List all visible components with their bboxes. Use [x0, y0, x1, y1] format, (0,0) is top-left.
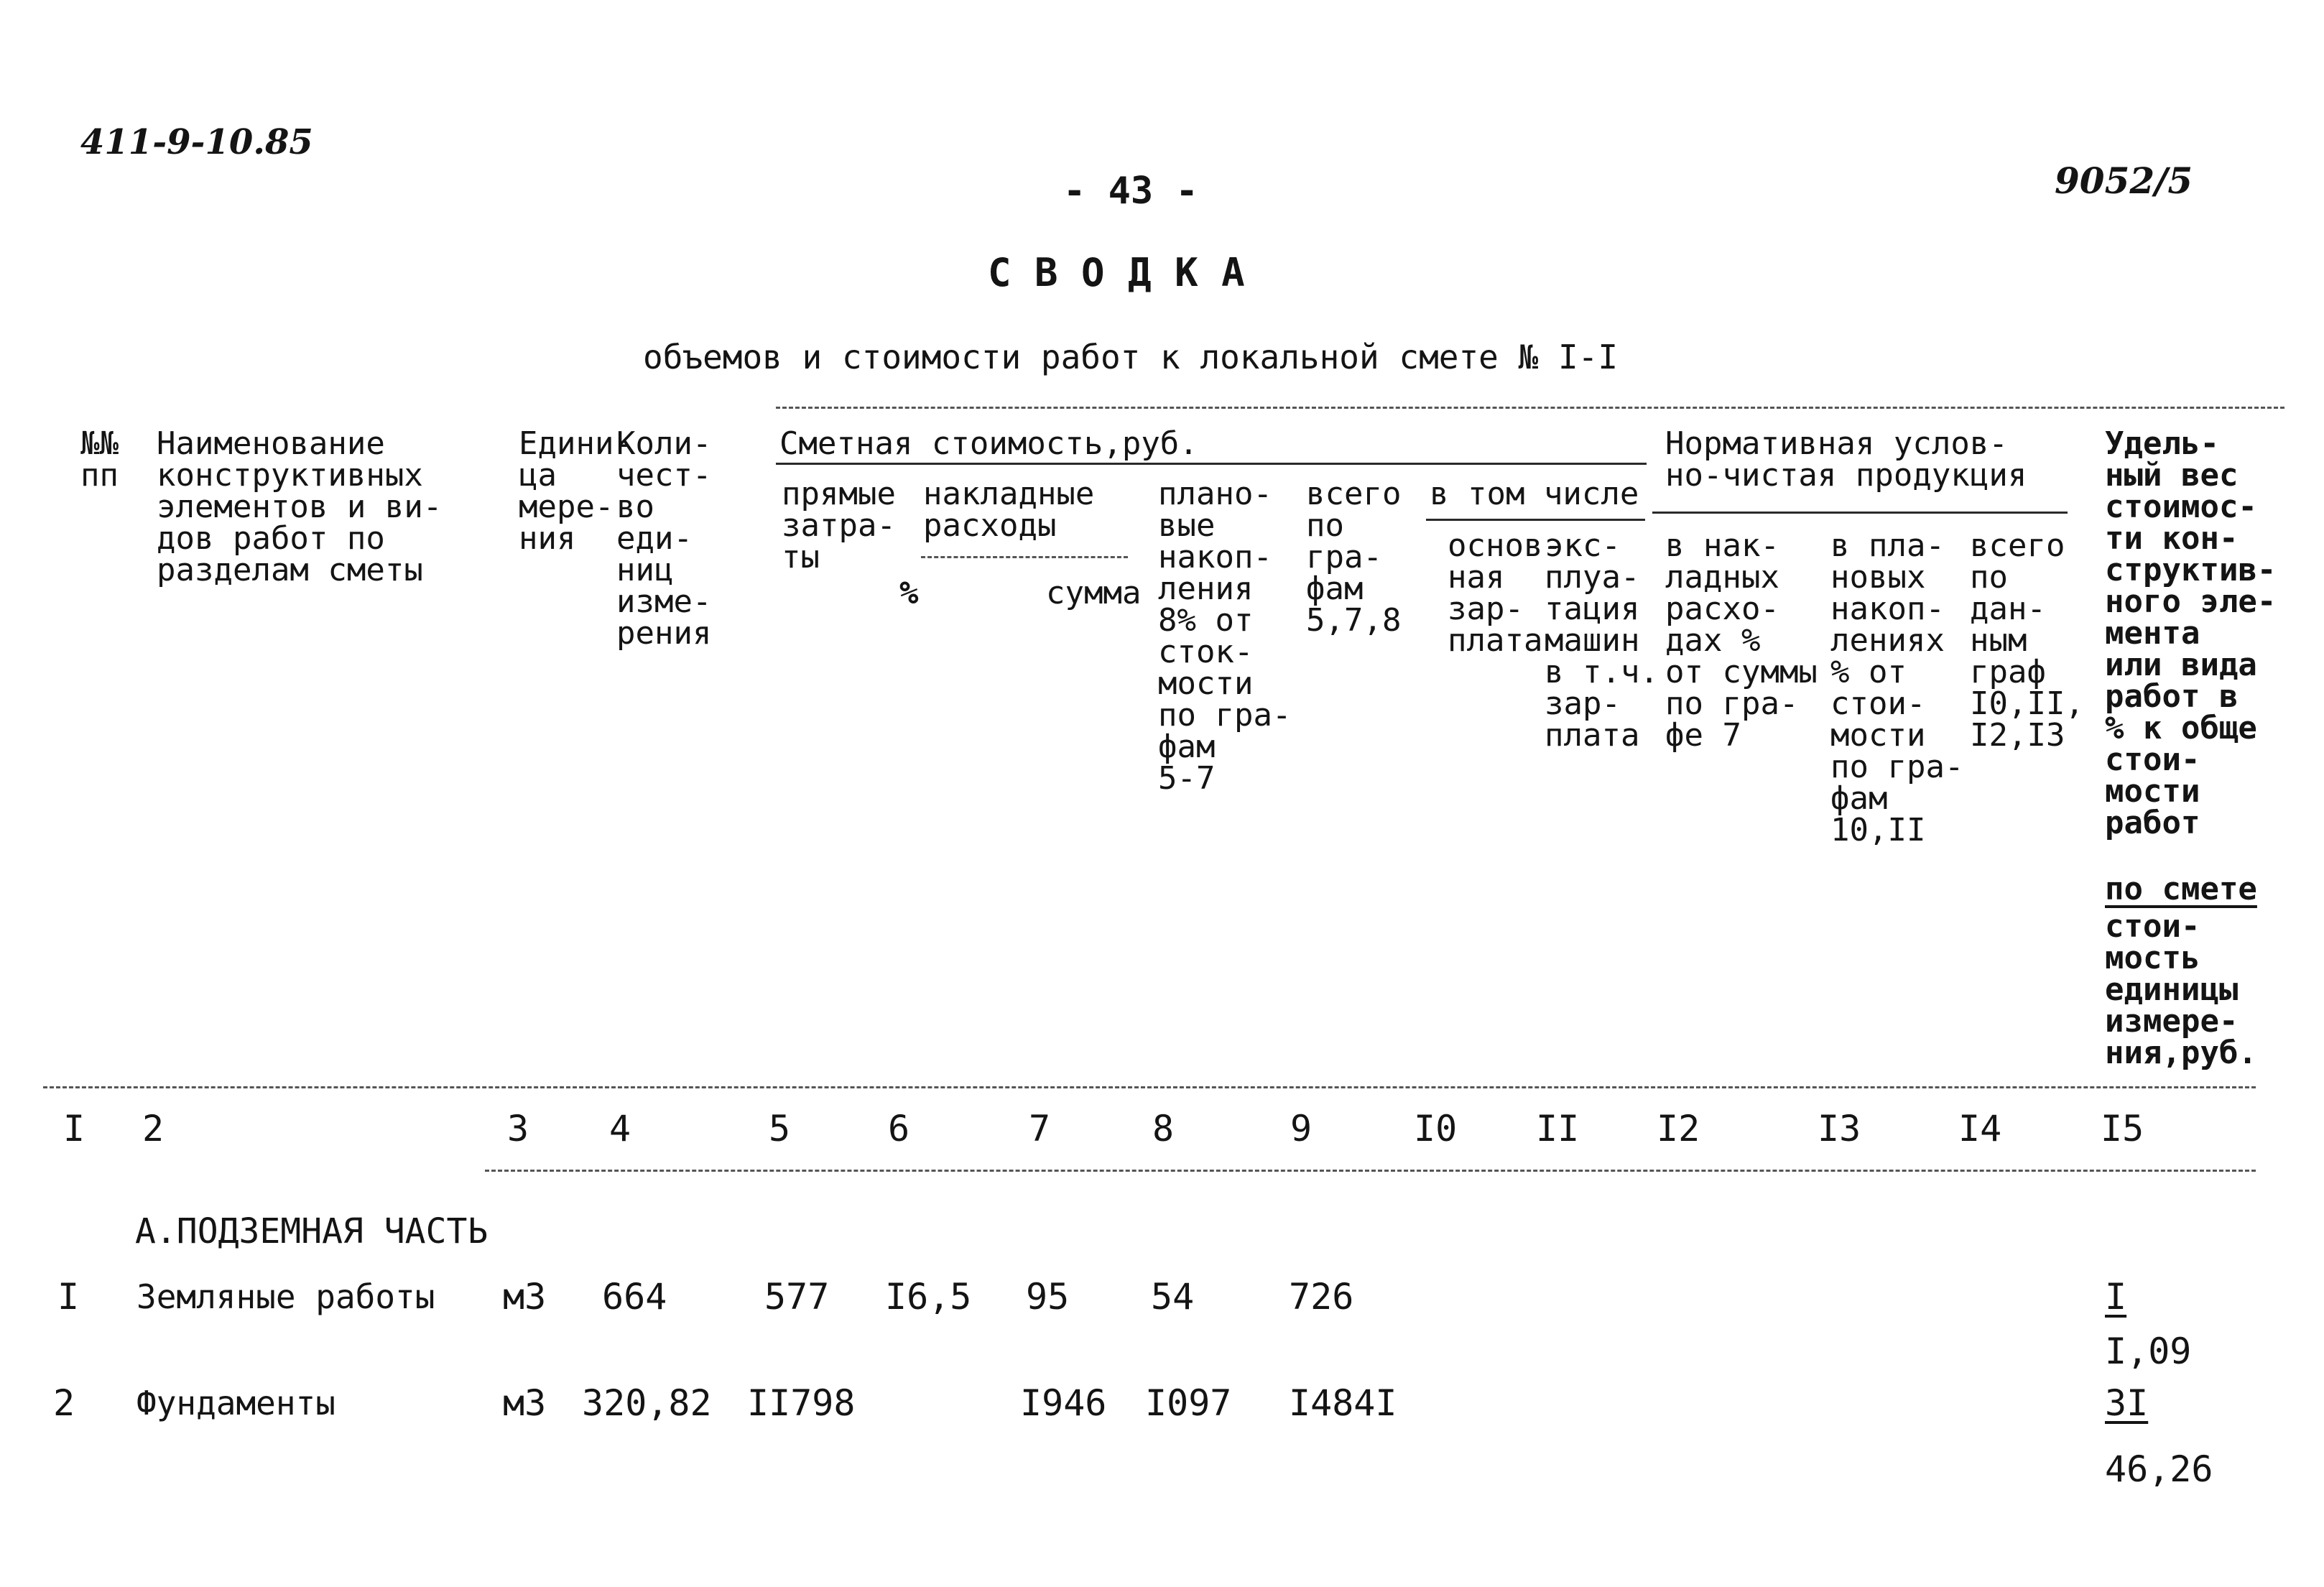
column-number: I — [63, 1108, 85, 1149]
header-overhead-group: накладные расходы — [923, 476, 1095, 544]
row-quantity: 664 — [602, 1276, 667, 1318]
column-number: I3 — [1818, 1108, 1861, 1149]
header-norm-total: всего по дан- ным граф I0,II, I2,I3 — [1970, 527, 2084, 754]
row-quantity: 320,82 — [582, 1382, 712, 1424]
header-norm-overhead: в нак- ладных расхо- дах % от суммы по гра- фе 7 — [1665, 527, 1818, 754]
section-title: А.ПОДЗЕМНАЯ ЧАСТЬ — [135, 1211, 489, 1251]
norm-group-rule — [1652, 512, 2068, 514]
row-unit-cost: 46,26 — [2105, 1448, 2213, 1490]
row-planned-savings: 54 — [1151, 1276, 1195, 1318]
column-number: I0 — [1414, 1108, 1458, 1149]
page-subtitle: объемов и стоимости работ к локальной смете № I-I — [643, 338, 1619, 376]
column-number: I2 — [1657, 1108, 1700, 1149]
row-overhead-sum: I946 — [1020, 1382, 1107, 1424]
row-unit: м3 — [503, 1276, 547, 1318]
row-name: Фундаменты — [136, 1384, 335, 1422]
header-base-wages: основ- ная зар- плата — [1448, 527, 1562, 659]
row-name: Земляные работы — [136, 1277, 435, 1316]
row-overhead-sum: 95 — [1026, 1276, 1070, 1318]
table-top-rule — [776, 407, 2284, 409]
header-total: всего по гра- фам 5,7,8 — [1306, 476, 1402, 639]
row-number: 2 — [53, 1382, 75, 1424]
column-number: 6 — [888, 1108, 910, 1149]
row-direct-costs: 577 — [764, 1276, 830, 1318]
row-share: I — [2105, 1276, 2127, 1318]
header-incl-group: в том числе — [1430, 476, 1639, 512]
header-number: №№ пп — [80, 425, 119, 494]
column-number: II — [1536, 1108, 1580, 1149]
overhead-group-rule — [921, 556, 1128, 558]
header-cost-group: Сметная стоимость,руб. — [779, 425, 1198, 462]
header-overhead-percent: % — [899, 575, 919, 611]
row-direct-costs: II798 — [747, 1382, 856, 1424]
column-number: I5 — [2101, 1108, 2144, 1149]
column-number: 8 — [1152, 1108, 1175, 1149]
header-share-underline: по смете — [2105, 871, 2257, 907]
cost-group-rule — [776, 463, 1647, 465]
row-unit: м3 — [503, 1382, 547, 1424]
incl-group-rule — [1426, 519, 1645, 521]
sheet-reference: 9052/5 — [2055, 159, 2193, 202]
row-number: I — [57, 1276, 80, 1318]
row-overhead-percent: I6,5 — [885, 1276, 972, 1318]
row-unit-cost: I,09 — [2105, 1331, 2192, 1372]
column-number: I4 — [1958, 1108, 2002, 1149]
column-number: 2 — [142, 1108, 165, 1149]
column-number: 5 — [769, 1108, 791, 1149]
page-number: - 43 - — [1063, 170, 1198, 213]
column-number: 9 — [1290, 1108, 1313, 1149]
row-planned-savings: I097 — [1145, 1382, 1232, 1424]
header-norm-planned: в пла- новых накоп- лениях % от стои- мости по гра- фам 10,II — [1830, 527, 1964, 848]
document-code: 411-9-10.85 — [80, 122, 313, 162]
header-share-top: Удель- ный вес стоимос- ти кон- структив- ного эле- мента или вида работ в % к обще стои- мости работ — [2105, 425, 2277, 841]
row-total: 726 — [1289, 1276, 1354, 1318]
header-share-bottom: стои- мость единицы измере- ния,руб. — [2105, 908, 2257, 1071]
header-planned-savings: плано- вые накоп- ления 8% от сток- мости по гра- фам 5-7 — [1158, 476, 1292, 797]
row-total: I484I — [1289, 1382, 1397, 1424]
header-norm-group: Нормативная услов- но-чистая продукция — [1665, 425, 2027, 494]
header-unit: Едини- ца мере- ния — [519, 425, 633, 557]
column-number: 4 — [609, 1108, 631, 1149]
header-name: Наименование конструктивных элементов и ви- дов работ по разделам сметы — [157, 425, 443, 588]
header-machine-operation: экс- плуа- тация машин в т.ч. зар- плата — [1545, 527, 1659, 754]
column-number: 7 — [1029, 1108, 1051, 1149]
header-bottom-rule — [43, 1086, 2256, 1088]
page-title: С В О Д К А — [988, 250, 1245, 295]
header-overhead-sum: сумма — [1046, 575, 1142, 611]
column-numbers-rule — [485, 1170, 2256, 1172]
header-direct-costs: прямые затра- ты — [782, 476, 896, 575]
header-quantity: Коли- чест- во еди- ниц изме- рения — [616, 425, 712, 652]
column-number: 3 — [507, 1108, 529, 1149]
row-share: 3I — [2105, 1382, 2149, 1424]
